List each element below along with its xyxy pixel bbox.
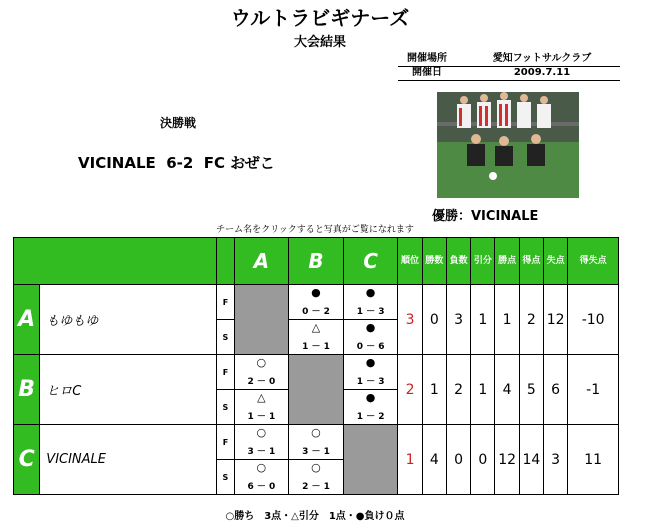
match-score: 3 － 1 bbox=[247, 447, 276, 457]
header-goals-against bbox=[544, 238, 568, 285]
header-goal-diff-text: 得失点 bbox=[579, 256, 607, 266]
stat-points: 1 bbox=[495, 285, 519, 355]
blocked-cell bbox=[289, 355, 344, 425]
half-label: F bbox=[217, 425, 234, 460]
result-symbol: ● bbox=[365, 391, 376, 404]
match-score: 0 － 2 bbox=[302, 307, 330, 317]
venue-label: 開催場所 bbox=[407, 53, 447, 64]
stat-goals-against: 12 bbox=[544, 285, 568, 355]
date-row bbox=[398, 66, 620, 81]
result-symbol: △ bbox=[257, 391, 266, 404]
match-cell bbox=[289, 320, 344, 355]
match-score: 2 － 0 bbox=[247, 377, 276, 387]
result-symbol: ● bbox=[365, 356, 376, 369]
stat-losses: 3 bbox=[446, 285, 470, 355]
match-cell-content bbox=[344, 320, 398, 354]
match-cell-content bbox=[235, 355, 289, 389]
team-name-link[interactable]: VICINALE bbox=[40, 425, 217, 495]
match-score: 2 － 1 bbox=[302, 482, 330, 492]
header-goal-diff bbox=[568, 238, 619, 285]
half-label: S bbox=[217, 390, 234, 425]
match-score: 1 － 2 bbox=[356, 412, 385, 422]
match-cell bbox=[289, 425, 344, 460]
header-col-a: A bbox=[234, 238, 289, 285]
match-cell-content bbox=[235, 460, 289, 494]
match-cell-content bbox=[235, 390, 289, 424]
date-label: 開催日 bbox=[412, 67, 442, 78]
date-value: 2009.7.11 bbox=[513, 67, 571, 78]
match-score: 6 － 0 bbox=[247, 482, 276, 492]
stat-goals-against: 3 bbox=[544, 425, 568, 495]
header-goals-for-text: 得点 bbox=[522, 256, 541, 266]
team-letter: B bbox=[14, 355, 40, 425]
result-symbol: ○ bbox=[311, 461, 321, 474]
stat-goals-for: 2 bbox=[519, 285, 543, 355]
half-label: F bbox=[217, 355, 234, 390]
stat-goals-for: 5 bbox=[519, 355, 543, 425]
header-draws bbox=[471, 238, 495, 285]
stat-goal-diff: -1 bbox=[568, 355, 619, 425]
stat-goal-diff: -10 bbox=[568, 285, 619, 355]
half-label: S bbox=[217, 460, 234, 495]
stat-goals-against: 6 bbox=[544, 355, 568, 425]
stat-wins: 1 bbox=[422, 355, 446, 425]
result-symbol: ● bbox=[365, 286, 376, 299]
final-label: 決勝戦 bbox=[160, 116, 197, 130]
header-goals-against-text: 失点 bbox=[546, 256, 565, 266]
match-cell bbox=[234, 355, 289, 390]
stat-goal-diff: 11 bbox=[568, 425, 619, 495]
result-symbol: ○ bbox=[256, 356, 267, 369]
match-cell bbox=[343, 320, 398, 355]
match-cell bbox=[343, 390, 398, 425]
match-cell-content bbox=[289, 460, 343, 494]
match-cell bbox=[234, 460, 289, 495]
stat-goals-for: 14 bbox=[519, 425, 543, 495]
header-goals-for bbox=[519, 238, 543, 285]
match-cell bbox=[234, 425, 289, 460]
team-name-link[interactable]: ヒロC bbox=[40, 355, 217, 425]
team-letter: A bbox=[14, 285, 40, 355]
header-points bbox=[495, 238, 519, 285]
header-points-text: 勝点 bbox=[498, 256, 517, 266]
results-table bbox=[13, 237, 619, 495]
blocked-cell bbox=[234, 285, 289, 355]
final-score: VICINALE 6-2 FC おぜこ bbox=[78, 154, 275, 172]
match-cell-content bbox=[344, 285, 398, 319]
match-cell bbox=[343, 285, 398, 320]
header-col-b: B bbox=[289, 238, 344, 285]
match-cell-content bbox=[235, 425, 289, 459]
venue-row bbox=[398, 52, 620, 67]
stat-rank: 2 bbox=[398, 355, 422, 425]
legend: ○勝ち 3点・△引分 1点・●負け０点 bbox=[225, 511, 405, 522]
match-score: 1 － 1 bbox=[247, 412, 276, 422]
half-label: S bbox=[217, 320, 234, 355]
stat-wins: 4 bbox=[422, 425, 446, 495]
team-letter: C bbox=[14, 425, 40, 495]
header-rank-text: 順位 bbox=[401, 256, 420, 266]
result-symbol: △ bbox=[311, 321, 321, 334]
match-score: 1 － 3 bbox=[356, 307, 385, 317]
match-cell bbox=[234, 390, 289, 425]
stat-rank: 3 bbox=[398, 285, 422, 355]
stat-losses: 2 bbox=[446, 355, 470, 425]
team-photo-image bbox=[437, 92, 579, 198]
winner-label: 優勝：VICINALE bbox=[432, 209, 539, 224]
click-note: チーム名をクリックすると写真がご覧になれます bbox=[216, 225, 414, 235]
match-cell-content bbox=[344, 355, 398, 389]
stat-draws: 1 bbox=[471, 285, 495, 355]
match-cell bbox=[289, 460, 344, 495]
header-col-c: C bbox=[343, 238, 398, 285]
stat-draws: 1 bbox=[471, 355, 495, 425]
match-cell-content bbox=[289, 285, 343, 319]
header-draws-text: 引分 bbox=[473, 256, 492, 266]
stat-draws: 0 bbox=[471, 425, 495, 495]
result-symbol: ● bbox=[365, 321, 376, 334]
header-wins bbox=[422, 238, 446, 285]
blocked-cell bbox=[343, 425, 398, 495]
header-blank-fs bbox=[217, 238, 234, 285]
result-symbol: ● bbox=[311, 286, 321, 299]
match-cell-content bbox=[344, 390, 398, 424]
header-wins-text: 勝数 bbox=[425, 256, 444, 266]
page-subtitle: 大会結果 bbox=[293, 35, 346, 50]
stat-points: 4 bbox=[495, 355, 519, 425]
match-cell-content bbox=[289, 320, 343, 354]
header-losses bbox=[446, 238, 470, 285]
stat-wins: 0 bbox=[422, 285, 446, 355]
match-score: 3 － 1 bbox=[302, 447, 330, 457]
match-cell bbox=[343, 355, 398, 390]
result-symbol: ○ bbox=[256, 426, 267, 439]
team-photo[interactable] bbox=[437, 92, 579, 198]
match-cell bbox=[289, 285, 344, 320]
match-cell-content bbox=[289, 425, 343, 459]
half-label: F bbox=[217, 285, 234, 320]
match-score: 0 － 6 bbox=[356, 342, 385, 352]
result-symbol: ○ bbox=[311, 426, 321, 439]
match-score: 1 － 1 bbox=[302, 342, 330, 352]
stat-rank: 1 bbox=[398, 425, 422, 495]
header-blank bbox=[14, 238, 217, 285]
stat-losses: 0 bbox=[446, 425, 470, 495]
header-losses-text: 負数 bbox=[449, 256, 468, 266]
venue-value: 愛知フットサルクラブ bbox=[492, 53, 592, 64]
result-symbol: ○ bbox=[256, 461, 267, 474]
header-rank bbox=[398, 238, 422, 285]
stat-points: 12 bbox=[495, 425, 519, 495]
team-name-link[interactable]: もゆもゆ bbox=[40, 285, 217, 355]
match-score: 1 － 3 bbox=[356, 377, 385, 387]
page-title: ウルトラビギナーズ bbox=[230, 6, 410, 30]
